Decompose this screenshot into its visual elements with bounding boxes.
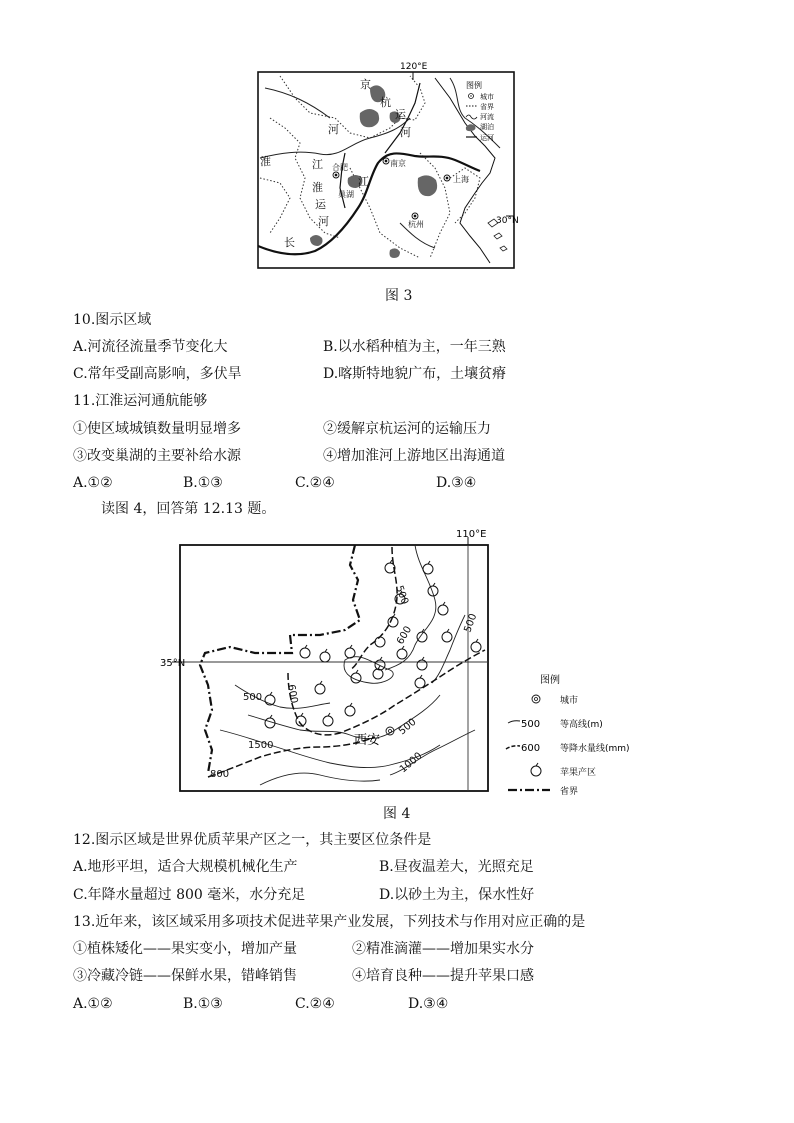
isohyet-icon [506, 746, 520, 749]
city-icon [532, 695, 540, 703]
xian-label: 西安 [354, 733, 381, 748]
legend4-contour: 等高线(m) [560, 720, 603, 730]
q13-statement-2: ②精准滴灌——增加果实水分 [352, 941, 534, 957]
lon-110e-label: 110°E [456, 529, 487, 540]
label-hefei: 合肥 [332, 163, 348, 172]
label-yun: 运 [395, 108, 406, 121]
legend-city: 城市 [480, 93, 494, 101]
legend-lake: 湖泊 [480, 123, 494, 131]
isohyet-label-500-top: 500 [393, 584, 411, 606]
q13-stem: 13.近年来，该区域采用多项技术促进苹果产业发展，下列技术与作用对应正确的是 [73, 914, 586, 930]
q10-option-c: C.常年受副高影响，多伏旱 [73, 366, 242, 382]
label-he-river: 河 [328, 123, 339, 136]
q13-option-a: A.①② [73, 996, 113, 1012]
q13-option-b: B.①③ [183, 996, 223, 1012]
contour-label-500-left: 500 [243, 692, 263, 703]
legend4-city: 城市 [560, 696, 579, 706]
lat-30n-label: 30°N [496, 216, 519, 226]
q12-option-b: B.昼夜温差大，光照充足 [379, 859, 534, 875]
lat-35n-label: 35°N [160, 658, 186, 669]
label-hangzhou: 杭州 [408, 220, 424, 229]
legend4-boundary: 省界 [560, 787, 579, 797]
q13-statement-4: ④培育良种——提升苹果口感 [352, 968, 534, 984]
q10-option-b: B.以水稻种植为主，一年三熟 [323, 339, 506, 355]
label-jiang: 江 [312, 158, 323, 171]
label-chang: 长 [284, 236, 295, 249]
label-jiang2: 江 [358, 175, 369, 188]
isohyet-label-600: 600 [285, 683, 300, 705]
label-huai: 淮 [260, 155, 271, 168]
legend4-apple: 苹果产区 [560, 768, 597, 778]
q12-option-a: A.地形平坦，适合大规模机械化生产 [73, 859, 298, 875]
legend4-contour-sample: 500 [521, 719, 541, 730]
q13-statement-3: ③冷藏冷链——保鲜水果，错峰销售 [73, 968, 297, 984]
contour-icon [508, 721, 520, 723]
label-huai2: 淮 [312, 181, 323, 194]
label-he2: 河 [318, 215, 329, 228]
figure3-map [250, 58, 522, 274]
q11-option-c: C.②④ [295, 475, 335, 491]
contour-label-1500: 1500 [248, 740, 274, 751]
figure4-caption: 图 4 [383, 806, 411, 822]
contour-label-1000: 1000 [397, 750, 425, 776]
q10-stem: 10.图示区域 [73, 312, 152, 328]
label-he-canal: 河 [400, 126, 411, 139]
q11-option-a: A.①② [73, 475, 113, 491]
q13-option-c: C.②④ [295, 996, 335, 1012]
legend-canal: 运河 [480, 134, 494, 142]
label-chaohu: 巢湖 [338, 190, 354, 199]
contour-label-500-right: 500 [462, 612, 480, 635]
label-hang: 杭 [380, 96, 391, 109]
q11-option-d: D.③④ [436, 475, 477, 491]
figure3-caption: 图 3 [385, 288, 413, 304]
q12-option-c: C.年降水量超过 800 毫米，水分充足 [73, 887, 306, 903]
q11-statement-1: ①使区域城镇数量明显增多 [73, 421, 241, 437]
legend-title: 图例 [466, 81, 482, 90]
q12-option-d: D.以砂土为主，保水性好 [379, 887, 535, 903]
legend4-isohyet: 等降水量线(mm) [560, 744, 630, 754]
contour-label-600-mid: 600 [395, 624, 415, 647]
legend-river: 河流 [480, 113, 494, 121]
figure4-map [160, 525, 650, 797]
label-nanjing: 南京 [390, 159, 406, 168]
q11-option-b: B.①③ [183, 475, 223, 491]
q10-option-a: A.河流径流量季节变化大 [73, 339, 228, 355]
label-jing: 京 [360, 78, 371, 91]
legend-boundary: 省界 [480, 103, 494, 111]
q11-statement-2: ②缓解京杭运河的运输压力 [323, 421, 491, 437]
contour-label-500-xian: 500 [396, 716, 419, 738]
q10-option-d: D.喀斯特地貌广布，土壤贫瘠 [323, 366, 507, 382]
isohyet-label-800: 800 [210, 769, 230, 780]
apple-icon [531, 763, 541, 776]
q11-statement-3: ③改变巢湖的主要补给水源 [73, 448, 241, 464]
q13-option-d: D.③④ [408, 996, 449, 1012]
figure4-legend [506, 673, 630, 797]
q13-statement-1: ①植株矮化——果实变小，增加产量 [73, 941, 297, 957]
label-yun2: 运 [315, 198, 326, 211]
q11-statement-4: ④增加淮河上游地区出海通道 [323, 448, 505, 464]
legend4-isohyet-sample: 600 [521, 743, 541, 754]
label-shanghai: 上海 [453, 175, 469, 184]
legend4-title: 图例 [540, 675, 560, 686]
fig4-intro: 读图 4，回答第 12.13 题。 [101, 501, 276, 517]
q12-stem: 12.图示区域是世界优质苹果产区之一，其主要区位条件是 [73, 832, 432, 848]
lon-120e-label: 120°E [400, 62, 428, 72]
q11-stem: 11.江淮运河通航能够 [73, 393, 208, 409]
